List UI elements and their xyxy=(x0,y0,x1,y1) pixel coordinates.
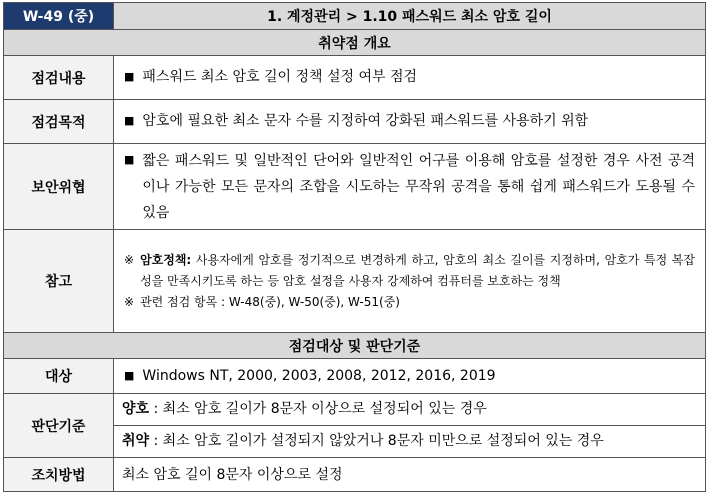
threat-text: 짧은 패스워드 및 일반적인 단어와 일반적인 어구를 이용해 암호를 설정한 경우 사전 공격이나 가능한 모든 문자의 조합을 시도하는 무작위 공격을 통해 쉽게 패스워드가 도용될 수 있음 xyxy=(142,152,695,221)
good-text: : 최소 암호 길이가 8문자 이상으로 설정되어 있는 경우 xyxy=(149,401,487,417)
section-criteria: 점검대상 및 판단기준 xyxy=(4,333,706,359)
criteria-cell xyxy=(114,394,706,458)
action-text: 최소 암호 길이 8문자 이상으로 설정 xyxy=(122,466,343,483)
label-target: 대상 xyxy=(4,359,114,394)
label-action: 조치방법 xyxy=(4,458,114,492)
note-mark-icon: ※ xyxy=(124,294,135,309)
label-purpose: 점검목적 xyxy=(4,100,114,144)
label-reference: 참고 xyxy=(4,230,114,333)
vulnerability-table xyxy=(3,2,706,492)
action-cell xyxy=(114,458,706,492)
criteria-good xyxy=(114,394,705,425)
target-cell xyxy=(114,359,706,394)
weak-text: : 최소 암호 길이가 설정되지 않았거나 8문자 미만으로 설정되어 있는 경우 xyxy=(149,433,604,449)
threat-cell xyxy=(114,144,706,230)
content-text: 패스워드 최소 암호 길이 정책 설정 여부 점검 xyxy=(142,69,417,85)
reference-related: 관련 점검 항목 : W-48(중), W-50(중), W-51(중) xyxy=(140,294,400,309)
reference-text: 사용자에게 암호를 정기적으로 변경하게 하고, 암호의 최소 길이를 지정하며, 암호가 특정 복잡성을 만족시키도록 하는 등 암호 설정을 사용자 강제하여 컴퓨터를 보호하는 정책 xyxy=(140,252,695,288)
bullet-icon: ■ xyxy=(124,70,135,83)
item-id: W-49 (중) xyxy=(4,3,114,30)
purpose-text: 암호에 필요한 최소 문자 수를 지정하여 강화된 패스워드를 사용하기 위함 xyxy=(142,113,589,129)
weak-label: 취약 xyxy=(122,433,150,449)
good-label: 양호 xyxy=(122,401,150,417)
content-cell xyxy=(114,56,706,100)
bullet-icon: ■ xyxy=(124,152,135,166)
label-threat: 보안위협 xyxy=(4,144,114,230)
bullet-icon: ■ xyxy=(124,114,135,127)
reference-term: 암호정책: xyxy=(140,252,192,267)
bullet-icon: ■ xyxy=(124,368,135,382)
criteria-weak xyxy=(114,425,705,457)
reference-cell xyxy=(114,230,706,333)
item-title: 1. 계정관리 > 1.10 패스워드 최소 암호 길이 xyxy=(114,3,706,30)
label-criteria: 판단기준 xyxy=(4,394,114,458)
purpose-cell xyxy=(114,100,706,144)
note-mark-icon: ※ xyxy=(124,252,135,267)
label-content: 점검내용 xyxy=(4,56,114,100)
target-text: Windows NT, 2000, 2003, 2008, 2012, 2016, 2019 xyxy=(142,367,496,384)
section-overview: 취약점 개요 xyxy=(4,30,706,56)
